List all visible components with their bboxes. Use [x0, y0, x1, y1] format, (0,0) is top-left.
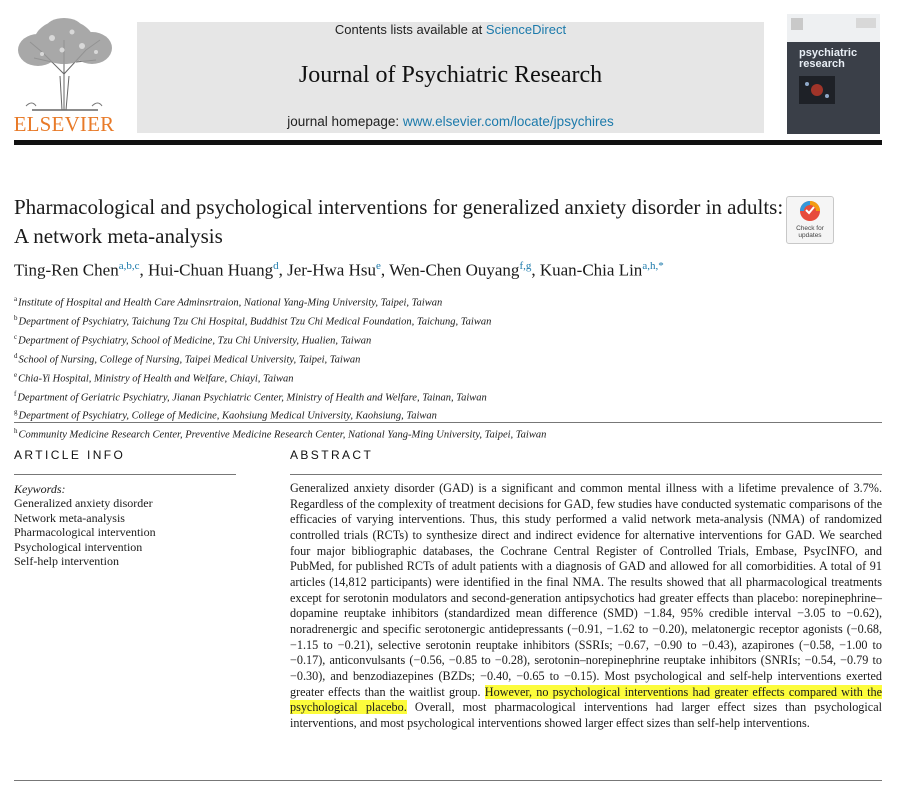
- journal-homepage-link[interactable]: www.elsevier.com/locate/jpsychires: [402, 114, 614, 129]
- affiliation-text: Department of Geriatric Psychiatry, Jianan Psychiatric Center, Ministry of Health and Welfare, Tainan, Taiwan: [17, 392, 487, 404]
- affiliation-mark: d: [14, 351, 18, 360]
- author-affiliation-ref[interactable]: a,h,*: [642, 260, 664, 272]
- affiliation-text: Chia-Yi Hospital, Ministry of Health and Welfare, Chiayi, Taiwan: [18, 373, 294, 385]
- affiliation-item: [14, 330, 774, 349]
- affiliation-text: School of Nursing, College of Nursing, Taipei Medical University, Taipei, Taiwan: [18, 354, 361, 366]
- article-title: Pharmacological and psychological interventions for generalized anxiety disorder in adults: A network meta-analysis: [14, 195, 784, 248]
- author-affiliation-ref[interactable]: f,g: [519, 260, 532, 272]
- affiliation-mark: a: [14, 295, 18, 303]
- affiliation-item: [14, 368, 774, 387]
- bottom-divider: [14, 780, 882, 781]
- cover-image: [799, 76, 835, 104]
- affiliation-mark: g: [14, 408, 18, 417]
- author-name[interactable]: Wen-Chen Ouyang: [389, 260, 520, 280]
- affiliation-text: Department of Psychiatry, Taichung Tzu Chi Hospital, Buddhist Tzu Chi Medical Foundation, Taichung, Taiwan: [18, 316, 492, 328]
- author-name[interactable]: Hui-Chuan Huang: [147, 260, 274, 280]
- sciencedirect-link[interactable]: ScienceDirect: [485, 22, 567, 37]
- keyword-item: Generalized anxiety disorder: [14, 496, 153, 511]
- affiliation-mark: c: [14, 332, 18, 341]
- abstract-text-part: Generalized anxiety disorder (GAD) is a significant and common mental illness with a lifetime prevalence of 3.7%. Regardless of the complexity of treatment decisions for GAD, few studies have conducted systematic comparisons of the efficacies of varying interventions. Thus, this study performed a valid network meta-analysis (NMA) of randomized controlled trials (RCTs) to synthesize direct and indirect evidence for alternative interventions for GAD. We searched four major bibliographic databases, the Cochrane Central Register of Controlled Trials, Embase, PsycINFO, and PubMed, for published RCTs of adult patients with a diagnosis of GAD and allowed for all comorbidities. A total of 91 articles (14,812 participants) were identified in the final NMA. The results showed that all pharmacological treatments except for serotonin modulators and second-generation antipsychotics had greater effects than placebo: norepinephrine–dopamine reuptake inhibitors (standardized mean difference (SMD) −1.84, 95% credible interval −3.05 to −0.62), noradrenergic and specific serotonergic antidepressants (−0.91, −1.62 to −0.20), melatonergic receptor agonists (−0.68, −1.15 to −0.21), selective serotonin reuptake inhibitors (SSRIs; −0.67, −0.90 to −0.43), azapirones (−0.58, −1.00 to −0.17), anticonvulsants (−0.56, −0.85 to −0.28), serotonin–norepinephrine reuptake inhibitors (SNRIs; −0.54, −0.79 to −0.30), and benzodiazepines (BZDs; −0.40, −0.65 to −0.15). Most psychological and self-help interventions exerted greater effects than the waitlist group.: [290, 481, 882, 699]
- affiliation-text: Department of Psychiatry, School of Medicine, Tzu Chi University, Hualien, Taiwan: [18, 335, 372, 347]
- keyword-item: Pharmacological intervention: [14, 525, 156, 540]
- affiliation-mark: h: [14, 427, 18, 436]
- abstract-text-part: Overall, most pharmacological interventions had larger effect sizes than psychological interventions, and most psychological interventions showed larger effect sizes than self-help interventions.: [290, 700, 882, 730]
- cover-art-icon: [799, 76, 835, 104]
- abstract-heading: ABSTRACT: [290, 448, 374, 462]
- contents-line: [137, 22, 764, 37]
- author-name[interactable]: Jer-Hwa Hsu: [287, 260, 376, 280]
- publisher-name: ELSEVIER: [13, 112, 115, 136]
- author-name[interactable]: Kuan-Chia Lin: [539, 260, 643, 280]
- journal-cover-thumbnail[interactable]: [787, 14, 880, 134]
- affiliation-text: Institute of Hospital and Health Care Adminsrtraion, National Yang-Ming University, Taipei, Taiwan: [18, 297, 443, 309]
- author-list: Ting-Ren Chen$^{a,b,c}$, Hui-Chuan Huang$^d$, Jer-Hwa Hsu$^e$, Wen-Chen Ouyang$^{f,g}$, Kuan-Chia Lin$^{a,h,*}$: [14, 260, 664, 280]
- check-for-updates-button[interactable]: [786, 196, 834, 244]
- affiliation-text: Community Medicine Research Center, Preventive Medicine Research Center, National Yang-Ming University, Taipei, Taiwan: [18, 429, 547, 441]
- cover-badge: [856, 18, 876, 28]
- affiliation-item: [14, 311, 774, 330]
- section-divider: [14, 422, 882, 423]
- keyword-item: Network meta-analysis: [14, 510, 125, 525]
- affiliation-item: [14, 387, 774, 406]
- cover-title: [799, 48, 877, 70]
- contents-prefix: Contents lists available at: [334, 22, 486, 37]
- homepage-line: [137, 114, 764, 129]
- author-affiliation-ref[interactable]: a,b,c: [118, 260, 140, 272]
- affiliation-mark: f: [14, 389, 17, 398]
- cover-publisher-icon: [791, 18, 803, 30]
- homepage-prefix: journal homepage:: [287, 114, 403, 129]
- tree-logo-icon: [12, 14, 116, 112]
- check-updates-label: Check for updates: [796, 225, 824, 239]
- keywords-label: Keywords:: [14, 482, 66, 496]
- journal-title[interactable]: Journal of Psychiatric Research: [298, 62, 603, 88]
- affiliation-item: [14, 292, 774, 311]
- affiliation-item: [14, 424, 774, 443]
- highlighted-sentence[interactable]: However, no psychological interventions had greater effects compared with the psychological placebo.: [290, 684, 882, 715]
- affiliation-list: [14, 292, 774, 443]
- article-info-rule: [14, 474, 236, 475]
- cover-title-line1: psychiatric: [799, 47, 858, 59]
- author-affiliation-ref[interactable]: d: [273, 260, 279, 272]
- check-updates-icon: [787, 197, 833, 225]
- abstract-rule: [290, 474, 882, 475]
- keyword-item: Psychological intervention: [14, 539, 143, 554]
- author-name[interactable]: Ting-Ren Chen: [14, 260, 119, 280]
- affiliation-mark: e: [14, 370, 18, 379]
- header-rule: [14, 140, 882, 145]
- abstract-body: [290, 481, 882, 732]
- cover-title-line2: research: [799, 58, 845, 70]
- keywords-block: [14, 482, 244, 568]
- author-affiliation-ref[interactable]: e: [375, 260, 381, 272]
- article-info-heading: ARTICLE INFO: [14, 448, 126, 462]
- keyword-item: Self-help intervention: [14, 554, 119, 569]
- affiliation-item: [14, 349, 774, 368]
- affiliation-mark: b: [14, 313, 18, 322]
- affiliation-text: Department of Psychiatry, College of Medicine, Kaohsiung Medical University, Kaohsiung, Taiwan: [18, 410, 437, 422]
